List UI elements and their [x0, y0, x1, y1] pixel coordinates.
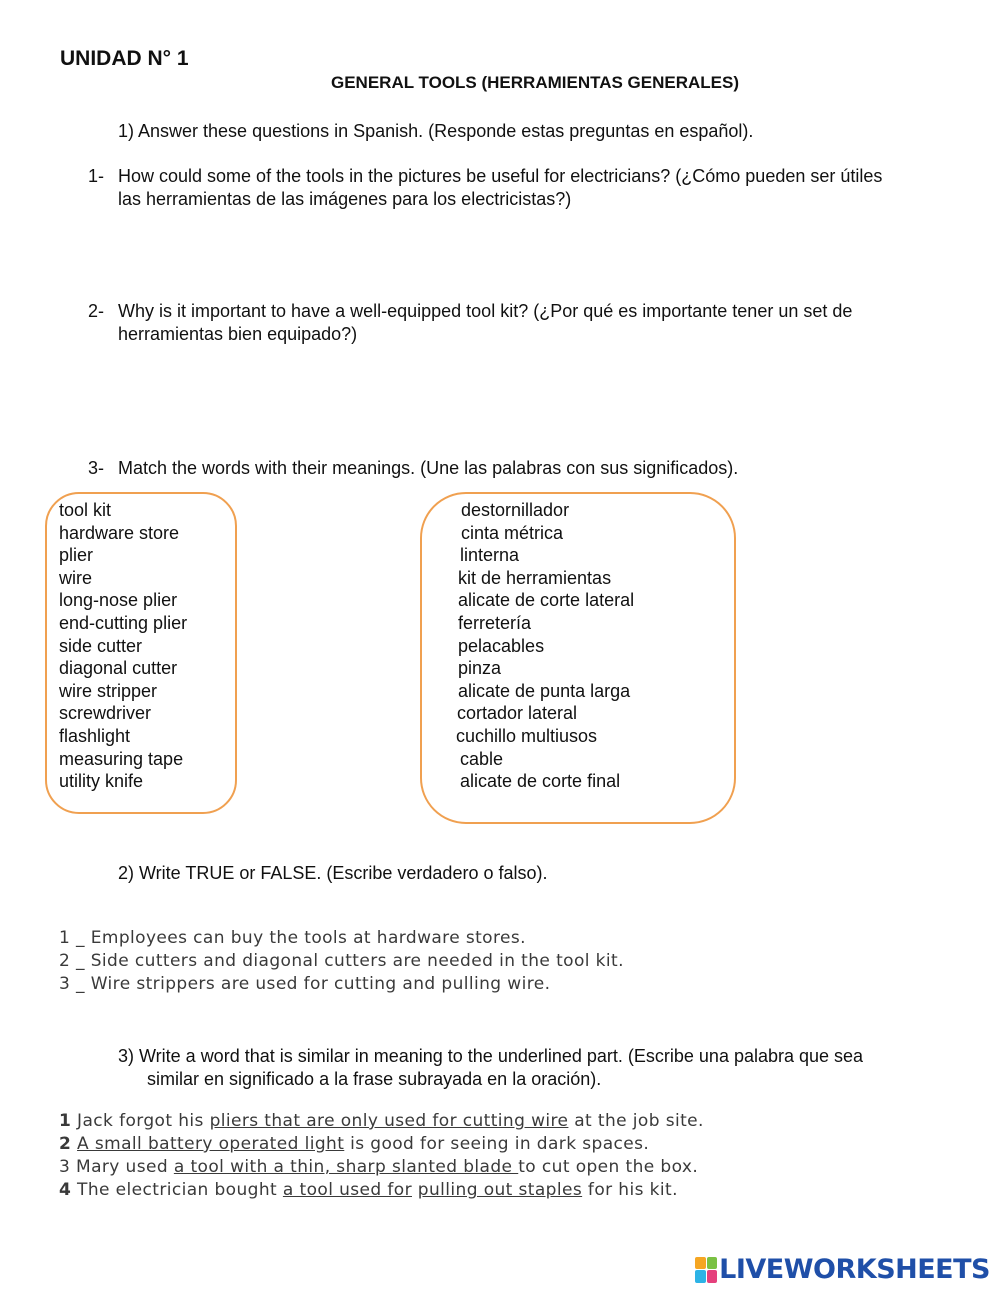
question-2-number: 2-: [88, 301, 105, 321]
sentence-number: 3: [59, 1157, 71, 1177]
list-item: end-cutting plier: [59, 612, 188, 633]
sentence-text: is good for seeing in dark spaces.: [344, 1134, 650, 1154]
logo-text: LIVEWORKSHEETS: [719, 1254, 990, 1285]
list-item: pinza: [458, 658, 502, 679]
list-item: diagonal cutter: [59, 658, 178, 679]
unit-heading: UNIDAD N° 1: [60, 47, 189, 70]
underlined-phrase: A small battery operated light: [77, 1134, 345, 1154]
sentence-text: at the job site.: [568, 1111, 704, 1131]
list-item: [59, 1133, 704, 1156]
underlined-phrase: a tool used for: [282, 1180, 412, 1200]
list-item: destornillador: [461, 500, 570, 520]
list-item: 1 _ Employees can buy the tools at hardware stores.: [59, 928, 526, 948]
section2-instruction: 2) Write TRUE or FALSE. (Escribe verdadero o falso).: [118, 863, 548, 883]
spanish-words-list: [458, 499, 634, 793]
list-item: cinta métrica: [461, 522, 564, 543]
sentence-text: Jack forgot his: [71, 1111, 210, 1131]
list-item: [59, 1179, 704, 1202]
list-item: utility knife: [59, 771, 144, 792]
list-item: flashlight: [59, 725, 131, 746]
sentence-text: for his kit.: [582, 1180, 678, 1200]
list-item: wire stripper: [59, 680, 158, 701]
list-item: kit de herramientas: [458, 567, 612, 588]
list-item: cable: [460, 748, 504, 769]
list-item: 3 _ Wire strippers are used for cutting and pulling wire.: [59, 974, 551, 994]
english-words-list: [59, 499, 187, 793]
underlined-phrase: a tool with a thin, sharp slanted blade: [173, 1157, 519, 1177]
sentence-text: The electrician bought: [71, 1180, 283, 1200]
list-item: [59, 1110, 704, 1133]
list-item: alicate de punta larga: [458, 680, 631, 701]
question-1-line-1: How could some of the tools in the pictures be useful for electricians? (¿Cómo pueden ser útiles: [118, 166, 883, 186]
page-title: GENERAL TOOLS (HERRAMIENTAS GENERALES): [330, 73, 740, 92]
list-item: cuchillo multiusos: [456, 725, 598, 746]
underlined-phrase: pliers that are only used for cutting wire: [209, 1111, 569, 1131]
question-1-number: 1-: [88, 166, 105, 186]
list-item: plier: [59, 545, 94, 566]
list-item: 2 _ Side cutters and diagonal cutters are needed in the tool kit.: [59, 951, 624, 971]
true-false-list: [59, 927, 624, 996]
question-3-number: 3-: [88, 458, 105, 478]
sentence-text: to cut open the box.: [518, 1157, 699, 1177]
list-item: [59, 1156, 704, 1179]
question-2-line-2: herramientas bien equipado?): [118, 324, 358, 344]
section3-instruction-line-1: 3) Write a word that is similar in meaning to the underlined part. (Escribe una palabra que sea: [118, 1046, 864, 1066]
logo-icon: [695, 1257, 717, 1283]
sentence-number: 2: [59, 1134, 72, 1154]
list-item: side cutter: [59, 635, 143, 656]
question-1-line-2: las herramientas de las imágenes para los electricistas?): [118, 189, 572, 209]
sentence-text: Mary used: [70, 1157, 174, 1177]
question-3-text: Match the words with their meanings. (Une las palabras con sus significados).: [118, 458, 739, 478]
list-item: ferretería: [458, 612, 532, 633]
list-item: alicate de corte lateral: [458, 590, 635, 611]
sentence-number: 1: [59, 1111, 72, 1131]
list-item: screwdriver: [59, 703, 152, 724]
liveworksheets-logo: [695, 1254, 990, 1285]
list-item: wire: [59, 567, 93, 588]
section3-instruction-line-2: similar en significado a la frase subrayada en la oración).: [147, 1069, 602, 1089]
list-item: alicate de corte final: [460, 771, 621, 792]
section1-instruction: 1) Answer these questions in Spanish. (Responde estas preguntas en español).: [118, 121, 754, 141]
list-item: cortador lateral: [457, 703, 578, 724]
list-item: long-nose plier: [59, 590, 178, 611]
sentence-number: 4: [59, 1180, 72, 1200]
list-item: measuring tape: [59, 748, 184, 769]
list-item: hardware store: [59, 522, 180, 543]
similar-meaning-list: [59, 1110, 704, 1202]
list-item: tool kit: [59, 500, 112, 520]
list-item: pelacables: [458, 635, 545, 656]
question-2-line-1: Why is it important to have a well-equipped tool kit? (¿Por qué es importante tener un set de: [118, 301, 853, 321]
underlined-phrase: pulling out staples: [417, 1180, 583, 1200]
list-item: linterna: [460, 545, 520, 566]
